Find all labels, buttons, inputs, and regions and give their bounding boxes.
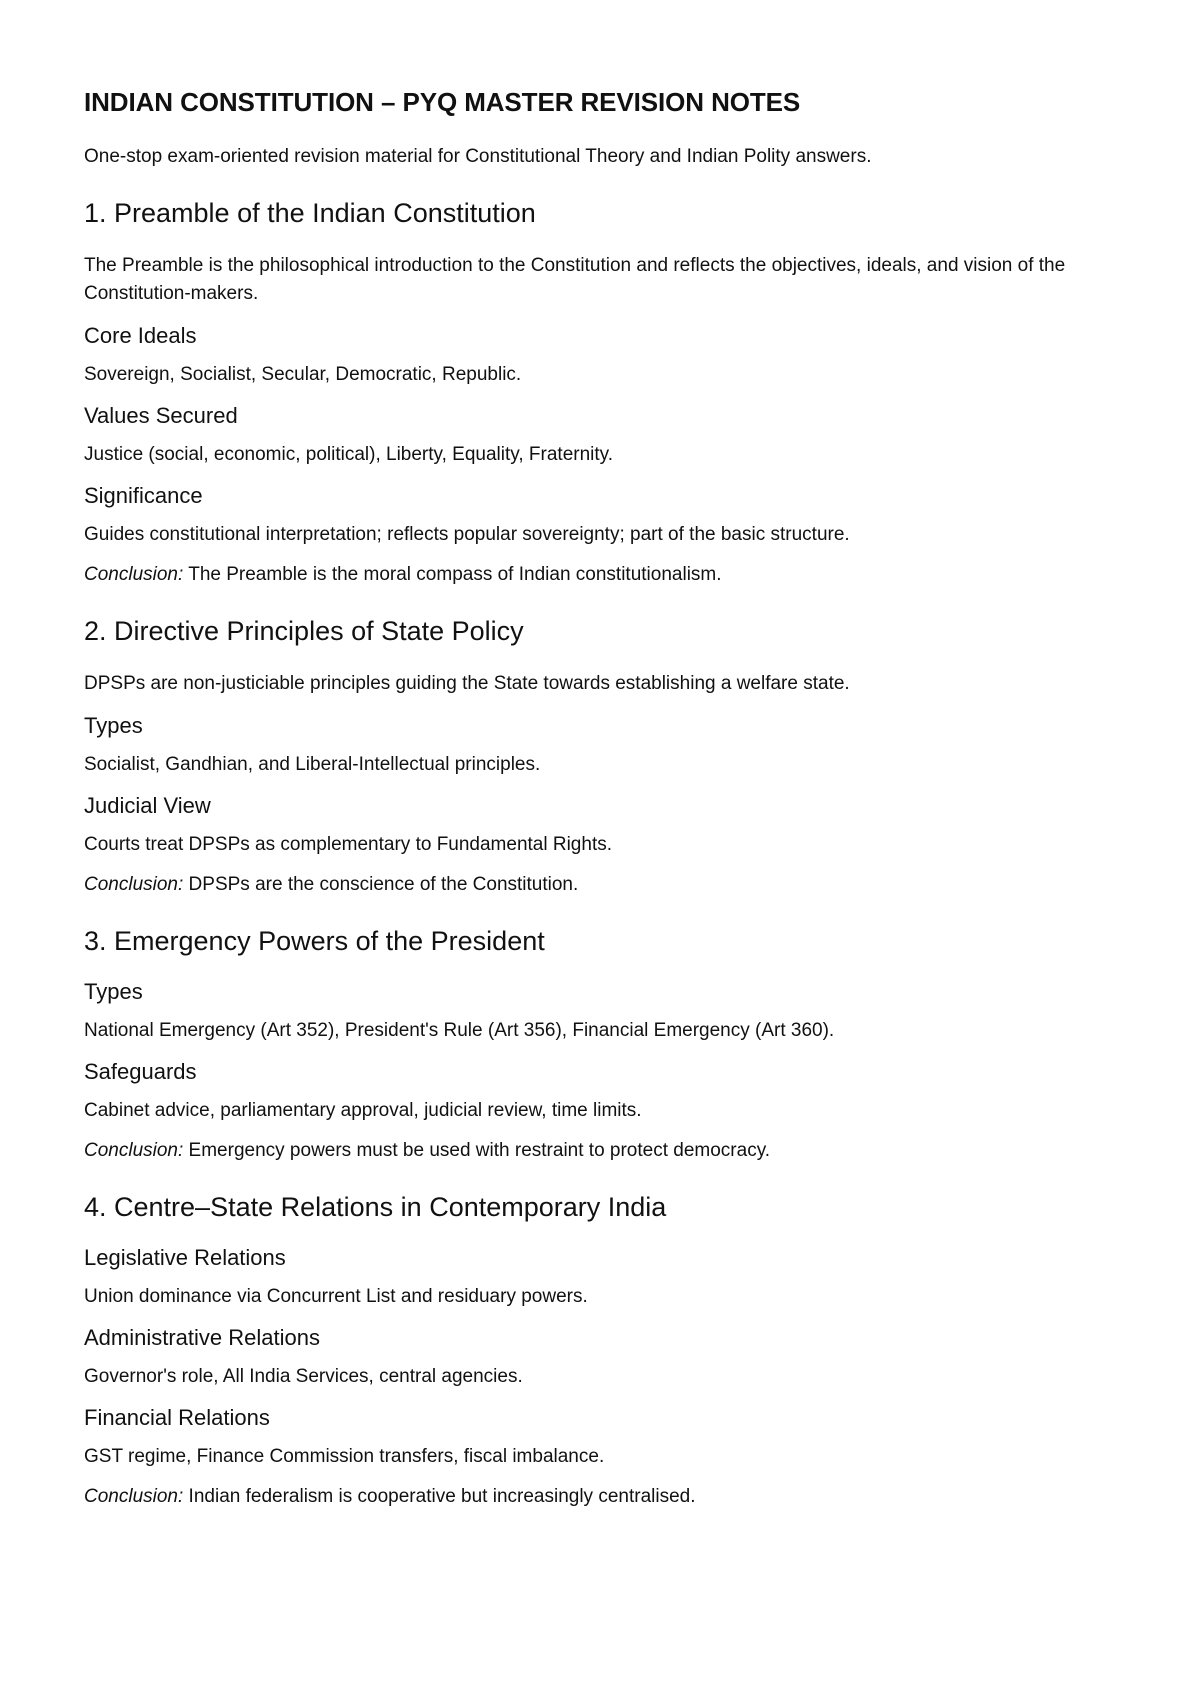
subsection-heading: Types	[84, 713, 143, 738]
subsection-group	[84, 1244, 1120, 1470]
subsection-body: Governor's role, All India Services, central agencies.	[84, 1366, 523, 1387]
subsection-heading: Safeguards	[84, 1059, 197, 1084]
subsection-heading: Financial Relations	[84, 1405, 270, 1430]
subsection-heading: Values Secured	[84, 403, 238, 428]
section-preamble	[84, 196, 1120, 588]
subsection-body: Courts treat DPSPs as complementary to Fundamental Rights.	[84, 834, 613, 855]
subsection-heading: Legislative Relations	[84, 1245, 286, 1270]
section-heading: 2. Directive Principles of State Policy	[84, 616, 524, 646]
subsection-heading: Administrative Relations	[84, 1325, 320, 1350]
conclusion-label: Conclusion:	[84, 1486, 184, 1507]
subsection-body: Socialist, Gandhian, and Liberal-Intellectual principles.	[84, 754, 541, 775]
subsection-body: National Emergency (Art 352), President's Rule (Art 356), Financial Emergency (Art 360).	[84, 1020, 835, 1041]
subsection-body: Union dominance via Concurrent List and residuary powers.	[84, 1286, 588, 1307]
subsection-heading: Types	[84, 979, 143, 1004]
section-conclusion	[84, 562, 1120, 588]
conclusion-text: Emergency powers must be used with restraint to protect democracy.	[183, 1140, 771, 1161]
conclusion-text: The Preamble is the moral compass of Indian constitutionalism.	[183, 564, 722, 585]
section-intro: DPSPs are non-justiciable principles guiding the State towards establishing a welfare state.	[84, 673, 850, 694]
section-intro: The Preamble is the philosophical introduction to the Constitution and reflects the objectives, ideals, and vision of the Constitution-makers.	[84, 255, 1066, 304]
document-subtitle: One-stop exam-oriented revision material for Constitutional Theory and Indian Polity answers.	[84, 146, 872, 167]
section-conclusion	[84, 1138, 1120, 1164]
subsection-body: GST regime, Finance Commission transfers, fiscal imbalance.	[84, 1446, 605, 1467]
conclusion-label: Conclusion:	[84, 874, 184, 895]
section-centre-state-relations	[84, 1190, 1120, 1510]
conclusion-text: Indian federalism is cooperative but increasingly centralised.	[183, 1486, 696, 1507]
section-conclusion	[84, 1484, 1120, 1510]
subsection-heading: Significance	[84, 483, 203, 508]
document-title: INDIAN CONSTITUTION – PYQ MASTER REVISION NOTES	[84, 87, 801, 117]
section-dpsp	[84, 614, 1120, 898]
subsection-heading: Judicial View	[84, 793, 211, 818]
conclusion-label: Conclusion:	[84, 1140, 184, 1161]
subsection-body: Cabinet advice, parliamentary approval, judicial review, time limits.	[84, 1100, 642, 1121]
subsection-body: Justice (social, economic, political), Liberty, Equality, Fraternity.	[84, 444, 614, 465]
subsection-body: Sovereign, Socialist, Secular, Democratic, Republic.	[84, 364, 522, 385]
section-heading: 3. Emergency Powers of the President	[84, 926, 545, 956]
subsection-heading: Core Ideals	[84, 323, 197, 348]
subsection-body: Guides constitutional interpretation; reflects popular sovereignty; part of the basic structure.	[84, 524, 850, 545]
section-heading: 1. Preamble of the Indian Constitution	[84, 198, 536, 228]
section-emergency-powers	[84, 924, 1120, 1164]
conclusion-label: Conclusion:	[84, 564, 184, 585]
section-conclusion	[84, 872, 1120, 898]
conclusion-text: DPSPs are the conscience of the Constitution.	[183, 874, 579, 895]
section-heading: 4. Centre–State Relations in Contemporary India	[84, 1192, 667, 1222]
subsection-group	[84, 978, 1120, 1124]
